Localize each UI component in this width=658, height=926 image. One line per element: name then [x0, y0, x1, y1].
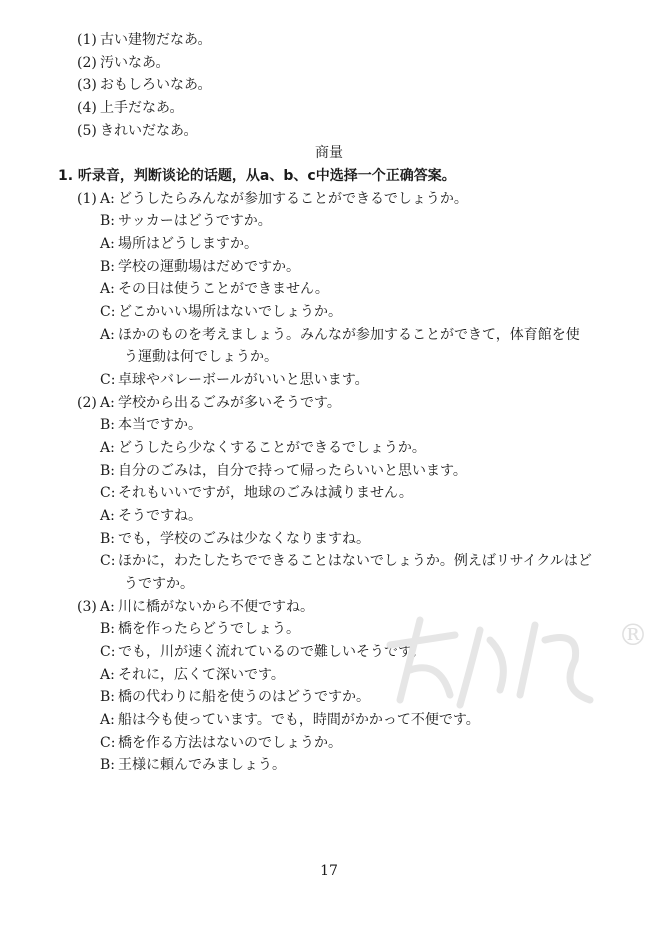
dialogue-line [0, 324, 658, 346]
item-text: おもしろいなあ。 [100, 77, 212, 94]
dialogue-line [0, 596, 658, 618]
speaker-label: A: [100, 394, 115, 411]
speaker-label: B: [100, 530, 116, 547]
dialogue-line [0, 664, 658, 686]
dialogue-text: うですか。 [124, 576, 194, 593]
dialogue-line [0, 414, 658, 436]
item-number: (2) [77, 54, 97, 71]
dialogue-text: 王様に頼んでみましょう。 [118, 757, 286, 774]
dialogue-text: 学校の運動場はだめですか。 [118, 258, 300, 275]
speaker-label: A: [100, 598, 115, 615]
speaker-label: A: [100, 326, 115, 343]
speaker-label: C: [100, 734, 116, 751]
dialogue-line [0, 346, 658, 368]
item-number: (5) [77, 122, 97, 139]
speaker-label: C: [100, 485, 116, 502]
speaker-label: A: [100, 190, 115, 207]
dialogue-text: 橋を作ったらどうでしょう。 [118, 621, 300, 638]
dialogue-text: 場所はどうしますか。 [118, 236, 258, 253]
item-number: (3) [77, 77, 97, 94]
watermark-registered-mark: ® [618, 618, 648, 653]
dialogue-number: (3) [77, 598, 97, 615]
dialogue-text: 卓球やバレーボールがいいと思います。 [118, 372, 369, 389]
speaker-label: A: [100, 440, 115, 457]
speaker-label: B: [100, 213, 116, 230]
speaker-label: A: [100, 236, 115, 253]
speaker-label: A: [100, 666, 115, 683]
speaker-label: C: [100, 372, 116, 389]
speaker-label: C: [100, 644, 116, 661]
dialogue-line [0, 482, 658, 504]
dialogue-line [0, 550, 658, 572]
speaker-label: B: [100, 621, 116, 638]
dialogue-line [0, 301, 658, 323]
speaker-label: A: [100, 508, 115, 525]
speaker-label: A: [100, 712, 115, 729]
dialogue-text: どうしたらみんなが参加することができるでしょうか。 [118, 190, 468, 207]
dialogue-line [0, 233, 658, 255]
dialogue-line [0, 392, 658, 414]
item-text: きれいだなあ。 [100, 122, 198, 139]
dialogue-text: 学校から出るごみが多いそうです。 [118, 394, 341, 411]
dialogue-text: そうですね。 [118, 508, 202, 525]
dialogue-number: (1) [77, 190, 97, 207]
speaker-label: B: [100, 258, 116, 275]
dialogue-text: サッカーはどうですか。 [118, 213, 272, 230]
dialogue-line [0, 437, 658, 459]
dialogue-line [0, 210, 658, 232]
intro-item [0, 29, 658, 51]
intro-item [0, 74, 658, 96]
dialogue-text: それに，広くて深いです。 [118, 666, 285, 683]
dialogue-text: どうしたら少なくすることができるでしょうか。 [118, 440, 426, 457]
dialogue-text: 船は今も使っています。でも，時間がかかって不便です。 [118, 712, 480, 729]
speaker-label: C: [100, 553, 116, 570]
dialogue-line [0, 528, 658, 550]
dialogue-text: う運動は何でしょうか。 [124, 349, 278, 366]
dialogue-text: ほかのものを考えましょう。みんなが参加することができて，体育館を使 [118, 326, 580, 343]
dialogue-line [0, 369, 658, 391]
intro-item [0, 52, 658, 74]
item-text: 汚いなあ。 [100, 54, 170, 71]
item-number: (1) [77, 32, 97, 48]
section-title: 商量 [315, 145, 343, 162]
dialogue-line [0, 256, 658, 278]
dialogue-text: でも，川が速く流れているので難しいそうです。 [118, 644, 425, 661]
speaker-label: B: [100, 757, 116, 774]
dialogue-text: どこかいい場所はないでしょうか。 [118, 304, 342, 321]
dialogue-line [0, 188, 658, 210]
item-number: (4) [77, 100, 97, 116]
intro-item [0, 120, 658, 142]
dialogue-text: 川に橋がないから不便ですね。 [118, 598, 314, 615]
dialogue-line [0, 573, 658, 595]
speaker-label: B: [100, 462, 116, 479]
dialogue-text: 橋を作る方法はないのでしょうか。 [118, 734, 342, 751]
dialogue-line [0, 686, 658, 708]
item-text: 上手だなあ。 [100, 100, 184, 116]
speaker-label: B: [100, 417, 116, 434]
item-text: 古い建物だなあ。 [100, 32, 212, 48]
dialogue-text: それもいいですが，地球のごみは減りません。 [118, 485, 413, 502]
dialogue-text: でも，学校のごみは少なくなりますね。 [118, 530, 370, 547]
dialogue-number: (2) [77, 394, 97, 411]
dialogue-text: 自分のごみは，自分で持って帰ったらいいと思います。 [118, 462, 467, 479]
dialogue-text: 本当ですか。 [118, 417, 202, 434]
dialogue-text: ほかに，わたしたちでできることはないでしょうか。例えばリサイクルはど [118, 553, 592, 570]
dialogue-line [0, 618, 658, 640]
dialogue-text: その日は使うことができません。 [118, 281, 329, 298]
speaker-label: C: [100, 304, 116, 321]
dialogue-line [0, 505, 658, 527]
exercise-heading: 1. 听录音，判断谈论的话题，从a、b、c中选择一个正确答案。 [58, 168, 456, 185]
dialogue-line [0, 754, 658, 776]
dialogue-line [0, 460, 658, 482]
page-number: 17 [320, 863, 338, 879]
dialogue-text: 橋の代わりに船を使うのはどうですか。 [118, 689, 370, 706]
dialogue-line [0, 709, 658, 731]
intro-item [0, 97, 658, 119]
dialogue-line [0, 641, 658, 663]
dialogue-line [0, 278, 658, 300]
speaker-label: A: [100, 281, 115, 298]
dialogue-line [0, 732, 658, 754]
speaker-label: B: [100, 689, 116, 706]
